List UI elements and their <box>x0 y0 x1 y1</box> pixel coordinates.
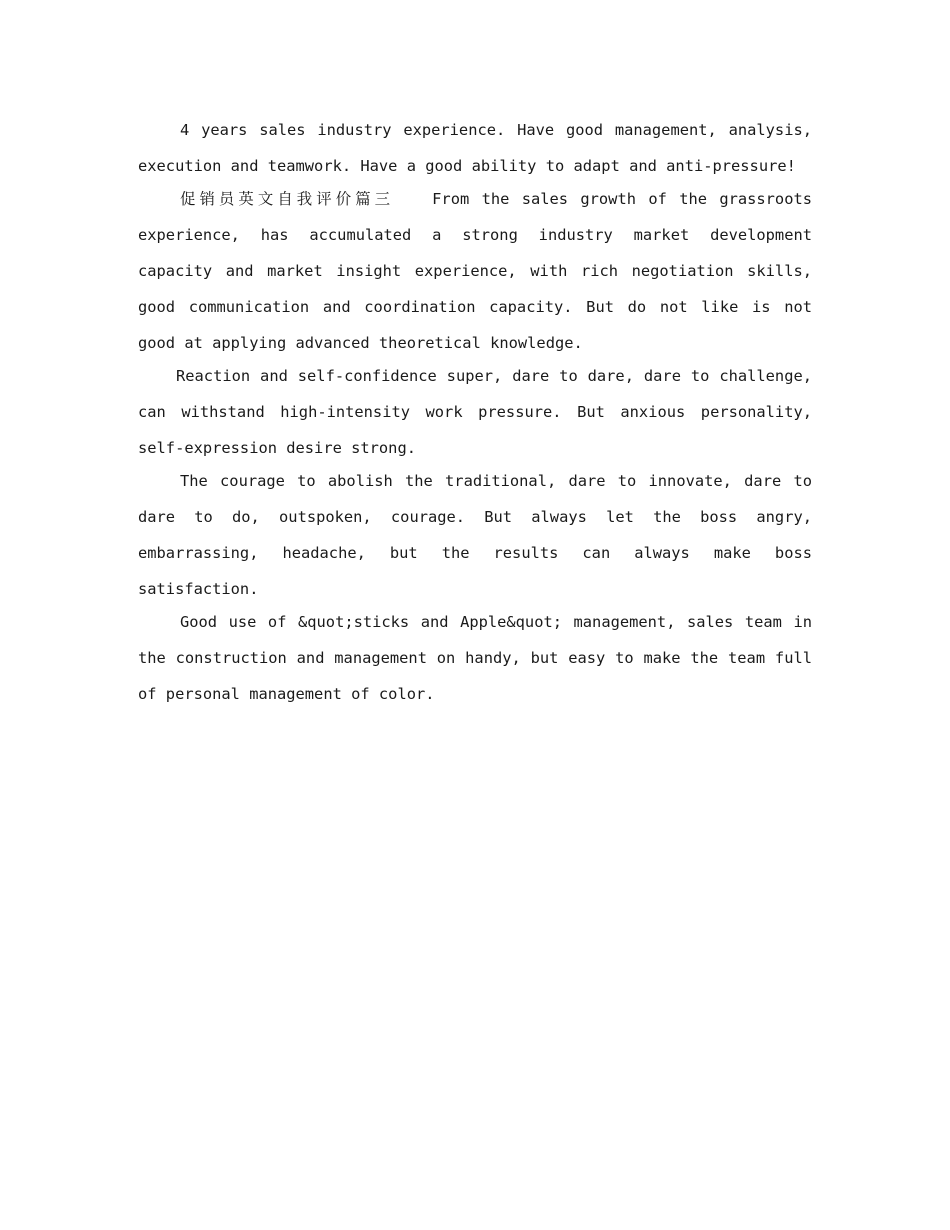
paragraph-text: 4 years sales industry experience. Have good management, analysis, execution and teamwork. Have a good ability to adapt and anti-pressure! <box>138 121 812 175</box>
paragraph-courage <box>138 463 812 607</box>
paragraph-text: The courage to abolish the traditional, dare to innovate, dare to dare to do, outspoken, courage. But always let the boss angry, embarrassing, headache, but the results can always make boss satisfaction. <box>138 472 812 598</box>
document-body <box>138 112 812 709</box>
paragraph-text: From the sales growth of the grassroots experience, has accumulated a strong industry market development capacity and market insight experience, with rich negotiation skills, good communication and coordination capacity. But do not like is not good at applying advanced theoretical knowledge. <box>138 190 812 352</box>
section-heading: 促销员英文自我评价篇三 <box>180 190 395 208</box>
paragraph-management <box>138 604 812 712</box>
paragraph-text: Reaction and self-confidence super, dare to dare, dare to challenge, can withstand high-intensity work pressure. But anxious personality, self-expression desire strong. <box>138 367 812 457</box>
paragraph-section-three <box>138 181 812 361</box>
paragraph-reaction <box>138 358 812 466</box>
paragraph-text: Good use of &quot;sticks and Apple&quot; management, sales team in the construction and management on handy, but easy to make the team full of personal management of color. <box>138 613 812 703</box>
paragraph-experience <box>138 112 812 184</box>
